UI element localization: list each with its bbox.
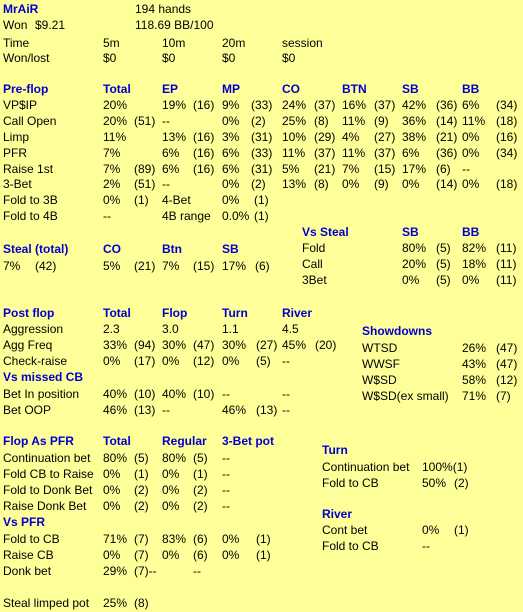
flop-pfr-3bet-value: -- [222,451,230,465]
preflop-cell-count: (51) [134,177,156,191]
vs-steal-row-label: 3Bet [302,273,327,287]
preflop-cell-value: 9% [222,98,240,112]
preflop-cell-count: (16) [193,146,215,160]
river-fold-cb-label: Fold to CB [322,539,379,553]
bet-ip-flop: 40% [162,387,187,401]
preflop-cell-count: (37) [314,98,336,112]
preflop-cell-value: 20% [103,98,128,112]
vs-steal-sb-value: 80% [402,241,427,255]
preflop-title: Pre-flop [3,82,49,96]
agg-freq-total-count: (94) [134,338,156,352]
hands-count: 194 hands [135,2,192,16]
preflop-cell-count: (15) [374,162,396,176]
bet-ip-river: -- [282,387,290,401]
preflop-cell-value: -- [162,114,170,128]
preflop-cell-value: 6% [462,98,480,112]
preflop-header-total: Total [103,82,131,96]
check-raise-turn-count: (5) [256,354,271,368]
turn-title: Turn [322,443,348,457]
preflop-cell-value: 6% [222,146,240,160]
vs-pfr-regular-value: 0% [162,548,180,562]
wonlost-label: Won/lost [3,51,50,65]
flop-pfr-regular-value: 0% [162,499,180,513]
showdown-value: 26% [462,341,487,355]
preflop-cell-count: (14) [436,177,458,191]
vs-steal-sb-count: (5) [436,273,451,287]
showdown-row-label: WTSD [362,341,398,355]
steal-total-value: 7% [3,259,21,273]
flop-pfr-3bet-value: -- [222,499,230,513]
won-label: Won [3,18,28,32]
postflop-header-turn: Turn [222,306,248,320]
vs-steal-row-label: Fold [302,241,326,255]
preflop-cell-value: 36% [402,114,427,128]
preflop-cell-value: 38% [402,130,427,144]
four-bet-label: 4-Bet [162,193,191,207]
postflop-title: Post flop [3,306,55,320]
flop-pfr-total-value: 80% [103,451,128,465]
four-bet-range-label: 4B range [162,209,211,223]
vs-pfr-regular-value: 83% [162,532,187,546]
preflop-cell-count: (9) [374,177,389,191]
flop-pfr-regular-value: 80% [162,451,187,465]
steal-limped-label: Steal limped pot [3,596,90,610]
flop-pfr-regular-count: (2) [193,499,208,513]
postflop-header-river: River [282,306,313,320]
vs-pfr-total-count: (7) [134,548,149,562]
time-col-session: session [282,36,323,50]
flop-pfr-title: Flop As PFR [3,434,74,448]
preflop-cell-count: (8) [314,114,329,128]
preflop-cell-value: 0% [222,114,240,128]
vs-steal-header-bb: BB [462,225,480,239]
river-title: River [322,507,353,521]
flop-pfr-regular-value: 0% [162,483,180,497]
flop-pfr-header-regular: Regular [162,434,207,448]
preflop-row-label: 3-Bet [3,177,32,191]
preflop-cell-value: 10% [282,130,307,144]
flop-pfr-row-label: Raise Donk Bet [3,499,87,513]
agg-freq-label: Agg Freq [3,338,53,352]
showdown-count: (12) [496,373,518,387]
preflop-cell-value: 0% [462,130,480,144]
flop-pfr-total-value: 0% [103,483,121,497]
flop-pfr-total-count: (5) [134,451,149,465]
preflop-cell-count: (34) [496,98,518,112]
vs-pfr-title: Vs PFR [3,515,46,529]
time-col-10m: 10m [162,36,186,50]
agg-freq-turn-count: (27) [256,338,278,352]
vs-missed-cb-title: Vs missed CB [3,370,84,384]
showdown-count: (7) [496,389,511,403]
preflop-cell-value: 0% [462,177,480,191]
showdown-row-label: W$SD(ex small) [362,389,449,403]
preflop-cell-count: (16) [193,130,215,144]
fold-to-4b-value: -- [103,209,111,223]
preflop-row-label: Limp [3,130,30,144]
vs-pfr-total-count: (7) [134,532,149,546]
bb-per-100: 118.69 BB/100 [135,18,214,32]
check-raise-river: -- [282,354,290,368]
preflop-cell-count: (6) [436,162,451,176]
showdowns-title: Showdowns [362,324,432,338]
vs-pfr-total-value: 0% [103,548,121,562]
preflop-cell-value: 11% [342,146,366,160]
aggression-label: Aggression [3,322,64,336]
postflop-header-total: Total [103,306,131,320]
flop-pfr-total-value: 0% [103,467,121,481]
vs-pfr-3bet-value: 0% [222,532,240,546]
agg-freq-total: 33% [103,338,128,352]
river-fold-cb-value: -- [422,539,430,553]
donk-bet-count: (7)-- [134,564,157,578]
steal-header-btn: Btn [162,242,182,256]
preflop-cell-value: 13% [282,177,307,191]
flop-pfr-header-3bet: 3-Bet pot [222,434,274,448]
turn-fold-cb-count: (2) [454,476,469,490]
agg-freq-flop-count: (47) [193,338,215,352]
steal-btn-value: 7% [162,259,180,273]
bet-oop-total: 46% [103,403,128,417]
flop-pfr-regular-count: (2) [193,483,208,497]
turn-cb-label: Continuation bet [322,460,410,474]
fold-to-4b-label: Fold to 4B [3,209,58,223]
preflop-header-sb: SB [402,82,419,96]
showdown-value: 71% [462,389,487,403]
agg-freq-flop: 30% [162,338,187,352]
steal-total-count: (42) [35,259,57,273]
aggression-river: 4.5 [282,322,299,336]
preflop-cell-count: (18) [496,114,518,128]
flop-pfr-regular-count: (5) [193,451,208,465]
preflop-cell-value: 11% [103,130,127,144]
bet-ip-turn: -- [222,387,230,401]
vs-pfr-row-label: Fold to CB [3,532,60,546]
preflop-cell-value: 7% [103,162,121,176]
flop-pfr-row-label: Fold CB to Raise [3,467,94,481]
flop-pfr-regular-value: 0% [162,467,180,481]
preflop-cell-count: (33) [251,98,273,112]
preflop-cell-value: 2% [103,177,121,191]
preflop-cell-value: 25% [282,114,307,128]
preflop-cell-value: 5% [282,162,300,176]
preflop-cell-count: (34) [496,146,518,160]
preflop-cell-count: (2) [251,177,266,191]
preflop-cell-count: (29) [314,130,336,144]
showdown-row-label: W$SD [362,373,397,387]
preflop-cell-value: 42% [402,98,427,112]
preflop-header-btn: BTN [342,82,367,96]
steal-co-value: 5% [103,259,121,273]
check-raise-flop: 0% [162,354,180,368]
showdown-value: 58% [462,373,487,387]
steal-sb-value: 17% [222,259,247,273]
bet-oop-river: -- [282,403,290,417]
wonlost-5m: $0 [103,51,117,65]
time-label: Time [3,36,30,50]
vs-steal-title: Vs Steal [302,225,349,239]
vs-steal-bb-value: 0% [462,273,480,287]
preflop-cell-value: 0% [402,177,420,191]
preflop-cell-count: (2) [251,114,266,128]
flop-pfr-3bet-value: -- [222,467,230,481]
river-cb-count: (1) [454,523,469,537]
preflop-cell-value: 11% [342,114,366,128]
bet-ip-total: 40% [103,387,128,401]
vs-steal-bb-count: (11) [496,241,517,255]
preflop-cell-count: (33) [251,146,273,160]
preflop-cell-value: 0% [462,146,480,160]
preflop-cell-count: (16) [496,130,518,144]
river-cb-value: 0% [422,523,440,537]
flop-pfr-total-count: (2) [134,499,149,513]
vs-pfr-regular-count: (6) [193,532,208,546]
preflop-cell-count: (37) [374,146,396,160]
won-value: $9.21 [35,18,66,32]
preflop-cell-count: (21) [314,162,336,176]
donk-bet-regular: -- [193,564,201,578]
check-raise-label: Check-raise [3,354,68,368]
time-col-5m: 5m [103,36,120,50]
wonlost-10m: $0 [162,51,176,65]
preflop-cell-value: -- [162,177,170,191]
preflop-cell-count: (8) [314,177,329,191]
vs-steal-bb-value: 82% [462,241,487,255]
vs-pfr-3bet-count: (1) [256,532,271,546]
bet-ip-flop-count: (10) [193,387,215,401]
four-bet-value: 0% [222,193,240,207]
river-cb-label: Cont bet [322,523,368,537]
fold-to-3b-count: (1) [134,193,149,207]
preflop-header-mp: MP [222,82,240,96]
check-raise-total-count: (17) [134,354,156,368]
flop-pfr-row-label: Fold to Donk Bet [3,483,93,497]
preflop-header-co: CO [282,82,300,96]
preflop-row-label: PFR [3,146,27,160]
vs-pfr-3bet-value: 0% [222,548,240,562]
four-bet-range-count: (1) [254,209,269,223]
preflop-cell-value: 11% [282,146,306,160]
turn-cb-value: 100%(1) [422,460,468,474]
agg-freq-river: 45% [282,338,307,352]
preflop-header-ep: EP [162,82,179,96]
showdown-value: 43% [462,357,487,371]
aggression-total: 2.3 [103,322,120,336]
vs-pfr-regular-count: (6) [193,548,208,562]
check-raise-total: 0% [103,354,121,368]
flop-pfr-total-count: (1) [134,467,149,481]
four-bet-range-value: 0.0% [222,209,250,223]
preflop-cell-count: (36) [436,146,458,160]
preflop-cell-value: 6% [222,162,240,176]
preflop-cell-value: 19% [162,98,187,112]
preflop-cell-value: 7% [342,162,360,176]
vs-steal-header-sb: SB [402,225,419,239]
showdown-count: (47) [496,341,518,355]
preflop-cell-value: 16% [342,98,367,112]
flop-pfr-total-value: 0% [103,499,121,513]
preflop-cell-count: (89) [134,162,156,176]
steal-title: Steal (total) [3,242,69,256]
turn-fold-cb-value: 50% [422,476,447,490]
steal-limped-count: (8) [134,596,149,610]
preflop-cell-count: (16) [193,162,215,176]
preflop-cell-value: 3% [222,130,240,144]
player-name: MrAiR [3,2,39,16]
preflop-cell-value: 17% [402,162,427,176]
fold-to-3b-label: Fold to 3B [3,193,58,207]
preflop-cell-value: 13% [162,130,187,144]
four-bet-count: (1) [254,193,269,207]
bet-oop-turn-count: (13) [256,403,278,417]
bet-ip-label: Bet In position [3,387,80,401]
preflop-cell-value: 20% [103,114,128,128]
preflop-cell-value: 0% [342,177,360,191]
vs-pfr-row-label: Raise CB [3,548,54,562]
preflop-cell-count: (9) [374,114,389,128]
bet-oop-flop: -- [162,403,170,417]
check-raise-turn: 0% [222,354,240,368]
preflop-cell-value: 6% [402,146,420,160]
steal-header-co: CO [103,242,121,256]
preflop-cell-value: 0% [222,177,240,191]
bet-oop-turn: 46% [222,403,247,417]
aggression-flop: 3.0 [162,322,179,336]
preflop-row-label: VP$IP [3,98,38,112]
preflop-row-label: Call Open [3,114,57,128]
preflop-cell-count: (37) [314,146,336,160]
flop-pfr-row-label: Continuation bet [3,451,91,465]
wonlost-session: $0 [282,51,296,65]
fold-to-3b-value: 0% [103,193,121,207]
preflop-header-bb: BB [462,82,480,96]
preflop-cell-count: (16) [193,98,215,112]
aggression-turn: 1.1 [222,322,239,336]
preflop-cell-count: (31) [251,162,273,176]
preflop-cell-value: 6% [162,162,180,176]
vs-steal-sb-count: (5) [436,241,451,255]
preflop-cell-count: (14) [436,114,458,128]
preflop-cell-value: -- [462,162,470,176]
showdown-count: (47) [496,357,518,371]
check-raise-flop-count: (12) [193,354,215,368]
vs-steal-sb-count: (5) [436,257,451,271]
preflop-cell-value: 11% [462,114,486,128]
preflop-cell-value: 7% [103,146,121,160]
preflop-cell-value: 6% [162,146,180,160]
preflop-cell-count: (51) [134,114,156,128]
steal-co-count: (21) [134,259,156,273]
agg-freq-river-count: (20) [315,338,337,352]
steal-sb-count: (6) [255,259,270,273]
flop-pfr-regular-count: (1) [193,467,208,481]
bet-ip-total-count: (10) [134,387,156,401]
donk-bet-value: 29% [103,564,128,578]
wonlost-20m: $0 [222,51,236,65]
flop-pfr-3bet-value: -- [222,483,230,497]
vs-pfr-3bet-count: (1) [256,548,271,562]
vs-steal-bb-count: (11) [496,257,517,271]
preflop-cell-count: (36) [436,98,458,112]
preflop-cell-count: (27) [374,130,396,144]
steal-header-sb: SB [222,242,239,256]
preflop-cell-count: (37) [374,98,396,112]
vs-steal-sb-value: 0% [402,273,420,287]
agg-freq-turn: 30% [222,338,247,352]
preflop-row-label: Raise 1st [3,162,54,176]
vs-pfr-total-value: 71% [103,532,128,546]
turn-fold-cb-label: Fold to CB [322,476,379,490]
steal-limped-value: 25% [103,596,128,610]
vs-steal-row-label: Call [302,257,323,271]
preflop-cell-value: 24% [282,98,307,112]
steal-btn-count: (15) [193,259,215,273]
bet-oop-label: Bet OOP [3,403,52,417]
donk-bet-label: Donk bet [3,564,52,578]
vs-steal-bb-value: 18% [462,257,487,271]
time-col-20m: 20m [222,36,246,50]
postflop-header-flop: Flop [162,306,188,320]
bet-oop-total-count: (13) [134,403,156,417]
flop-pfr-total-count: (2) [134,483,149,497]
preflop-cell-count: (18) [496,177,518,191]
vs-steal-sb-value: 20% [402,257,427,271]
flop-pfr-header-total: Total [103,434,131,448]
preflop-cell-count: (31) [251,130,273,144]
preflop-cell-count: (21) [436,130,458,144]
showdown-row-label: WWSF [362,357,400,371]
preflop-cell-value: 4% [342,130,360,144]
vs-steal-bb-count: (11) [496,273,517,287]
